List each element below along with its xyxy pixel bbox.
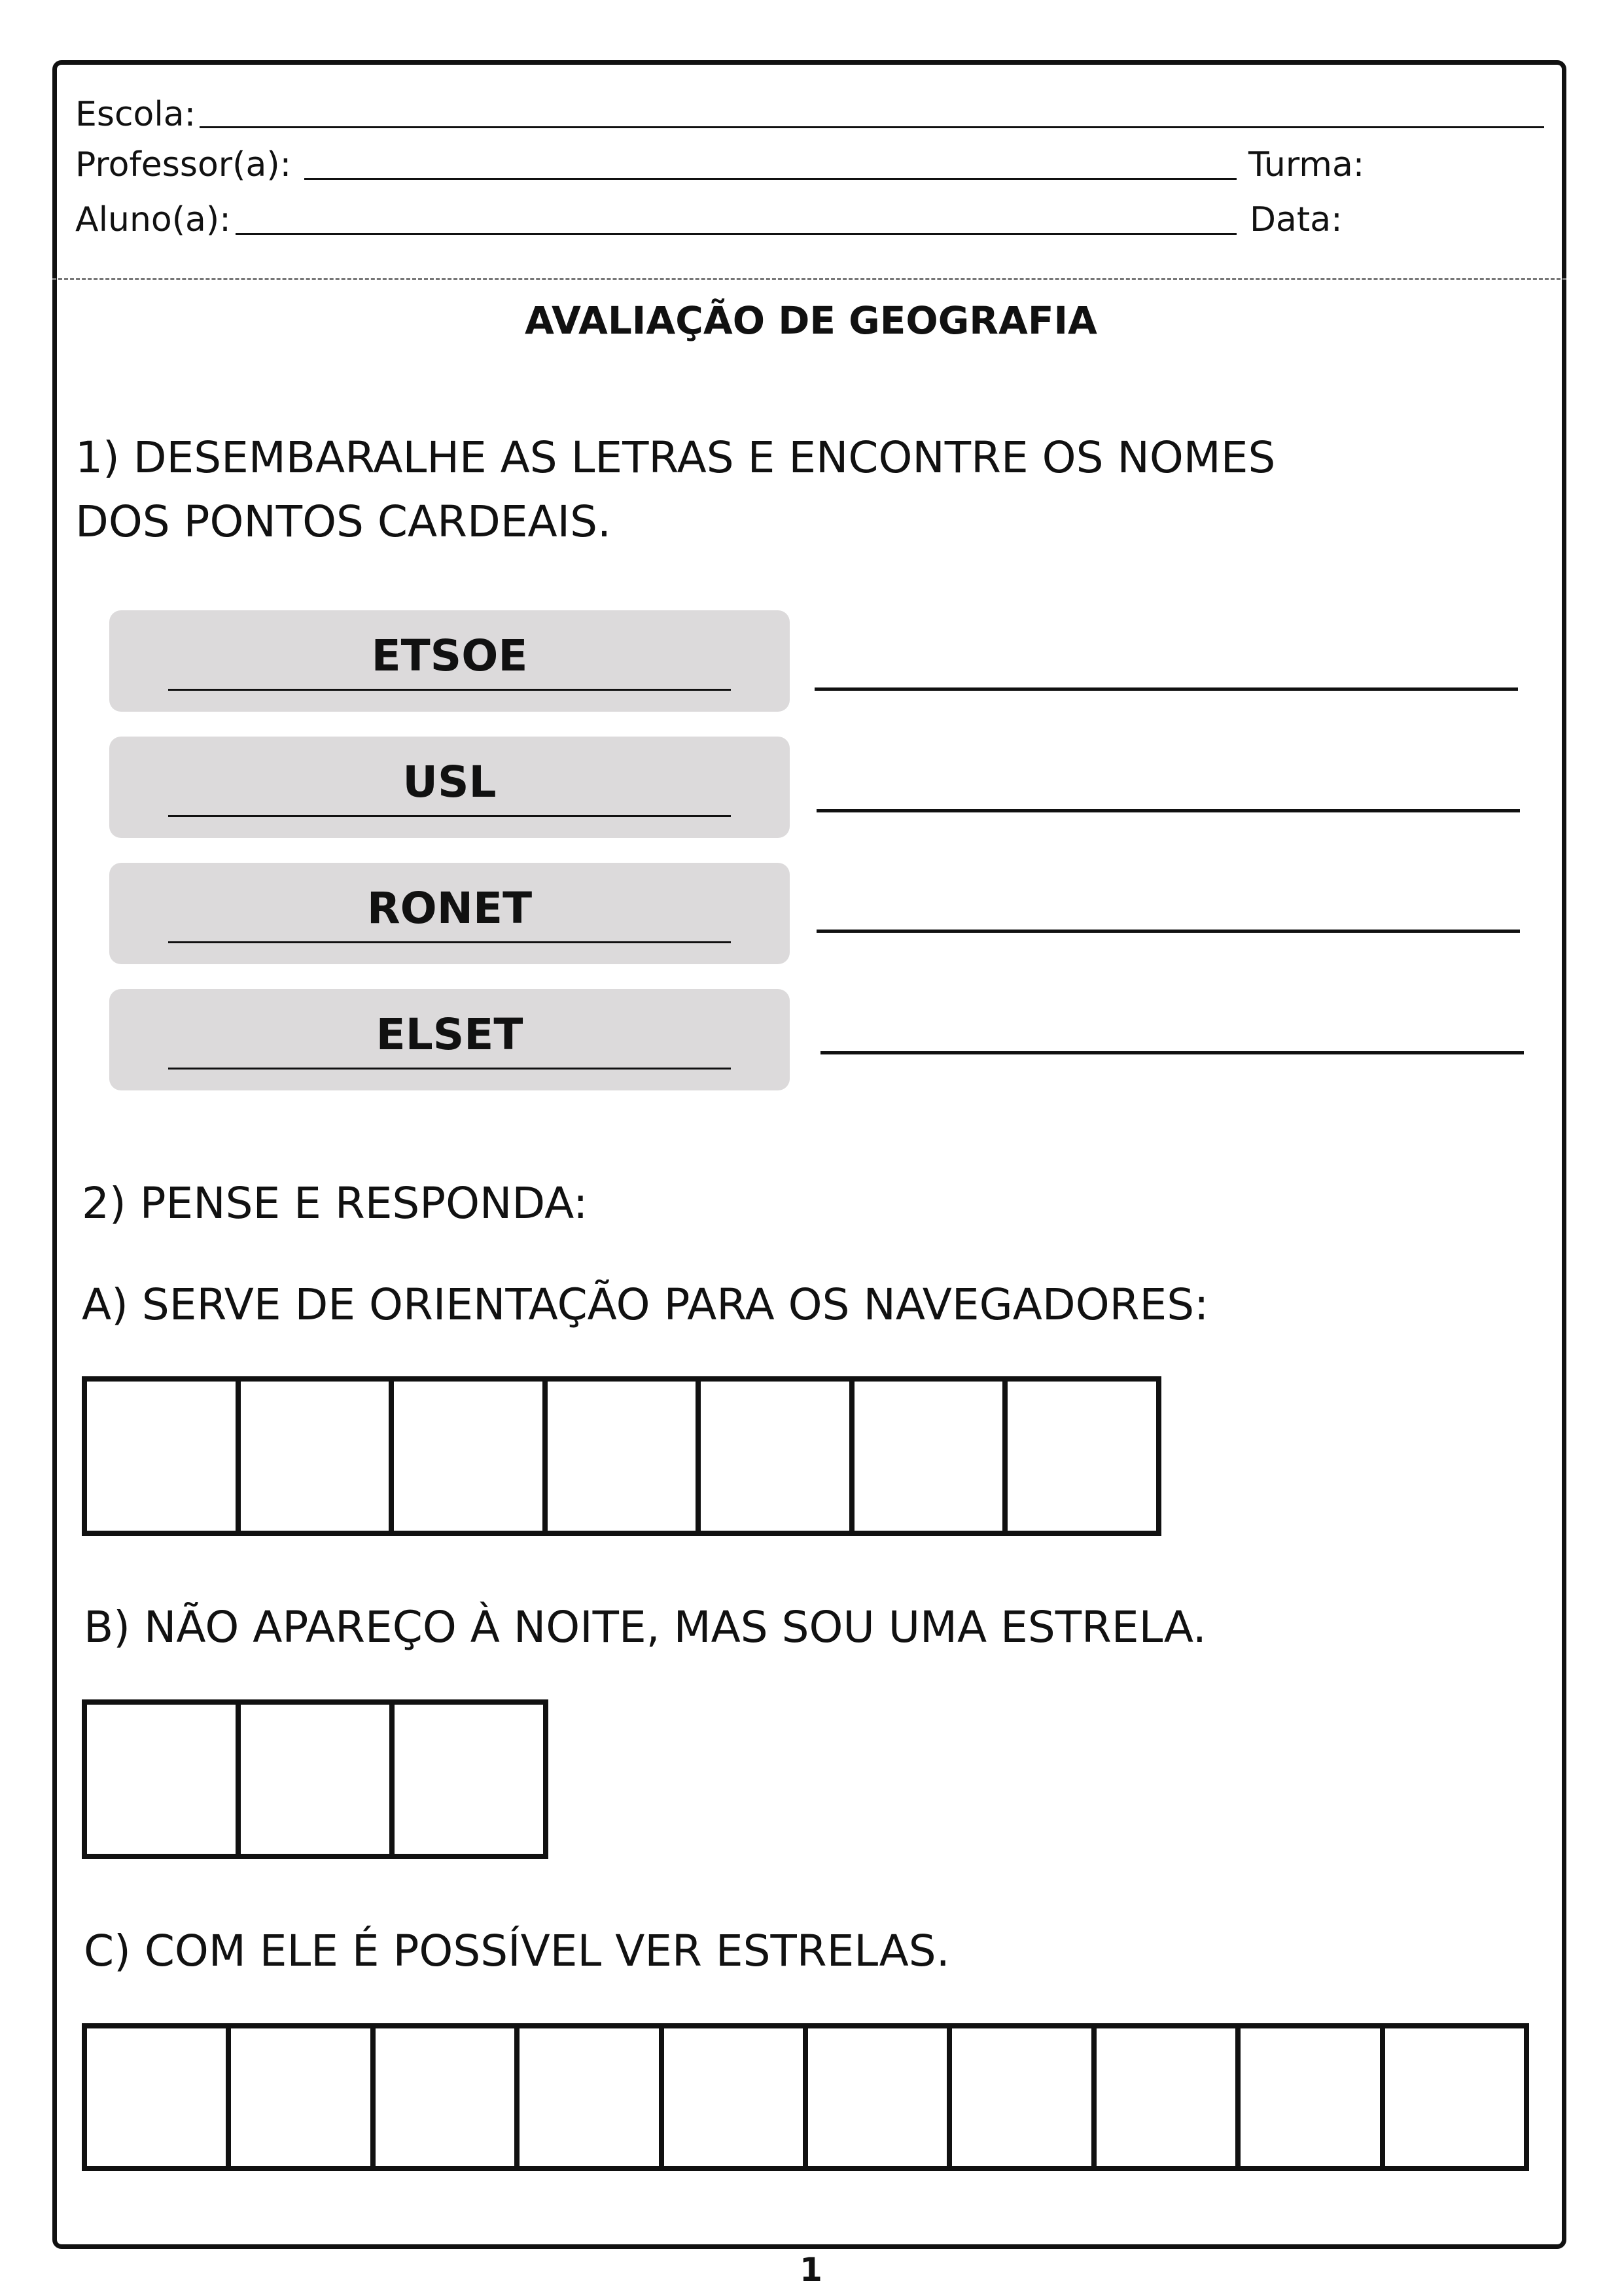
question2c-text: C) COM ELE É POSSÍVEL VER ESTRELAS. — [84, 1926, 950, 1976]
professor-label: Professor(a): — [75, 145, 292, 184]
question2b-text: B) NÃO APAREÇO À NOITE, MAS SOU UMA ESTRELA. — [84, 1602, 1207, 1652]
scrambled-word: USL — [402, 757, 497, 807]
letter-box[interactable] — [1385, 2028, 1524, 2166]
answer-line-3[interactable] — [817, 930, 1520, 933]
letter-box[interactable] — [1008, 1382, 1156, 1531]
page-number: 1 — [800, 2251, 822, 2289]
letter-box[interactable] — [87, 1705, 241, 1854]
professor-field[interactable] — [304, 178, 1237, 180]
letter-box[interactable] — [87, 1382, 241, 1531]
aluno-field[interactable] — [236, 233, 1237, 235]
letter-box[interactable] — [241, 1382, 395, 1531]
scrambled-word: ETSOE — [371, 631, 528, 681]
scrambled-word: ELSET — [376, 1009, 523, 1060]
word-underline — [168, 689, 731, 691]
letter-box[interactable] — [952, 2028, 1096, 2166]
letter-box[interactable] — [1241, 2028, 1384, 2166]
aluno-label: Aluno(a): — [75, 200, 231, 239]
answer-boxes-c — [82, 2023, 1529, 2171]
page-title: AVALIAÇÃO DE GEOGRAFIA — [525, 298, 1097, 343]
data-label: Data: — [1250, 200, 1343, 239]
question1-line1: 1) DESEMBARALHE AS LETRAS E ENCONTRE OS NOMES — [75, 432, 1276, 483]
word-underline — [168, 1068, 731, 1070]
letter-box[interactable] — [231, 2028, 375, 2166]
word-underline — [168, 815, 731, 817]
question2-prompt: 2) PENSE E RESPONDA: — [82, 1178, 588, 1228]
answer-line-1[interactable] — [815, 687, 1518, 691]
question2a-text: A) SERVE DE ORIENTAÇÃO PARA OS NAVEGADORES: — [82, 1279, 1209, 1330]
letter-box[interactable] — [520, 2028, 663, 2166]
letter-box[interactable] — [855, 1382, 1008, 1531]
letter-box[interactable] — [664, 2028, 808, 2166]
word-underline — [168, 941, 731, 943]
letter-box[interactable] — [1097, 2028, 1241, 2166]
scramble-card-4 — [109, 989, 790, 1090]
answer-boxes-a — [82, 1376, 1161, 1536]
escola-field[interactable] — [200, 126, 1544, 128]
escola-label: Escola: — [75, 95, 196, 134]
letter-box[interactable] — [395, 1705, 543, 1854]
letter-box[interactable] — [548, 1382, 701, 1531]
header-divider — [52, 278, 1566, 280]
letter-box[interactable] — [376, 2028, 520, 2166]
scramble-card-3 — [109, 863, 790, 964]
letter-box[interactable] — [808, 2028, 952, 2166]
answer-line-2[interactable] — [817, 809, 1520, 812]
scrambled-word: RONET — [366, 883, 533, 933]
turma-label: Turma: — [1248, 145, 1365, 184]
letter-box[interactable] — [241, 1705, 395, 1854]
letter-box[interactable] — [87, 2028, 231, 2166]
letter-box[interactable] — [394, 1382, 548, 1531]
letter-box[interactable] — [701, 1382, 855, 1531]
answer-boxes-b — [82, 1699, 548, 1859]
answer-line-4[interactable] — [820, 1051, 1524, 1054]
scramble-card-1 — [109, 610, 790, 712]
scramble-card-2 — [109, 737, 790, 838]
question1-line2: DOS PONTOS CARDEAIS. — [75, 496, 612, 547]
